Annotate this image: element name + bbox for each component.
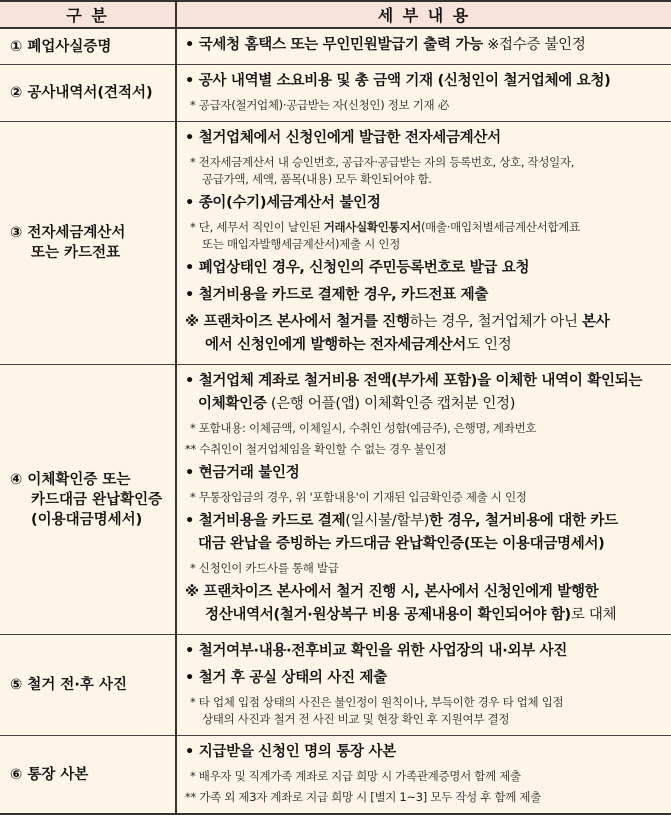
text-line: [185, 334, 665, 357]
details-cell: [176, 736, 671, 815]
note-item: [185, 420, 665, 437]
text-line: [185, 192, 665, 215]
text-line: [190, 711, 665, 728]
text-line: [190, 171, 665, 188]
category-label-line: ⑥ 통장 사본: [10, 766, 89, 783]
category-label-line: ② 공사내역서(견적서): [10, 85, 153, 101]
bold-text: • 국세청 홈택스 또는 무인민원발급기 출력 가능: [185, 37, 483, 53]
category-cell: [0, 365, 176, 635]
bold-text: 대금 완납을 증빙하는 카드대금 완납확인증(또는 이용대금명세서): [198, 536, 605, 552]
text-line: [185, 127, 665, 150]
details-cell: [176, 122, 671, 365]
text-line: [185, 462, 665, 485]
note-item: [185, 97, 665, 114]
text: (은행 어플(앱) 이체확인증 캡처분 인정): [266, 396, 516, 412]
note-item: [185, 560, 665, 577]
bold-text: • 철거업체 계좌로 철거비용 전액(부가세 포함)을 이체한 내역이 확인되는: [185, 373, 643, 389]
text-line: [185, 441, 665, 458]
text-line: [185, 533, 665, 556]
reference-note: [185, 581, 665, 627]
details-cell: [176, 28, 671, 65]
text-line: [185, 34, 665, 57]
bullet-item: [185, 34, 665, 57]
text-line: [185, 70, 665, 93]
text-line: [190, 489, 665, 506]
table-row: [0, 736, 671, 815]
note-item: [185, 789, 665, 806]
bullet-item: [185, 127, 665, 150]
category-label: [0, 675, 175, 695]
bullet-item: [185, 370, 665, 416]
category-label: [0, 223, 175, 263]
category-cell: [0, 122, 176, 365]
category-cell: [0, 736, 176, 815]
text: * 전자세금계산서 내 승인번호, 공급자·공급받는 자의 등록번호, 상호, 작성일자,: [190, 155, 575, 169]
header-category: 구 분: [0, 1, 176, 28]
text: * 신청인이 카드사를 통해 발급: [190, 561, 339, 575]
text-line: [185, 393, 665, 416]
text-line: [185, 640, 665, 663]
text-line: [190, 236, 665, 253]
text-line: [190, 768, 665, 785]
category-label-line: ⑤ 철거 전·후 사진: [10, 677, 127, 693]
category-label: [0, 765, 175, 785]
text-line: [185, 284, 665, 307]
bold-text: 이체확인증: [198, 396, 267, 412]
bold-text: • 철거 후 공실 상태의 사진 제출: [185, 670, 387, 686]
category-label: [0, 37, 175, 57]
bullet-item: [185, 257, 665, 280]
text-line: [190, 560, 665, 577]
text: * 타 업체 입점 상태의 사진은 불인정이 원칙이나, 부득이한 경우 타 업체 입점: [190, 695, 564, 709]
text: ** 가족 외 제3자 계좌로 지급 희망 시 [별지 1~3] 모두 작성 후 함께 제출: [185, 790, 542, 804]
category-label-line: (이용대금명세서): [31, 511, 143, 528]
text-line: [190, 154, 665, 171]
category-label: [0, 470, 175, 530]
text-line: [190, 219, 665, 236]
bold-text: • 공사 내역별 소요비용 및 총 금액 기재: [185, 73, 438, 89]
category-label-line: ③ 전자세금계산서: [10, 225, 126, 241]
table-row: [0, 28, 671, 65]
category-label-line: ④ 이체확인증 또는: [10, 471, 131, 488]
text-line: [185, 581, 665, 604]
bold-text: 거래사실확인통지서: [323, 220, 421, 234]
table-row: [0, 122, 671, 365]
bold-text: • 철거여부·내용·전후비교 확인을 위한 사업장의 내·외부 사진: [185, 643, 568, 659]
text-line: [190, 420, 665, 437]
text: (매출·매입처별세금계산서합계표: [420, 220, 580, 234]
bold-text: • 철거비용을 카드로 결제한 경우, 카드전표 제출: [185, 287, 489, 303]
text: 로 대체: [570, 607, 617, 623]
text-line: [185, 789, 665, 806]
header-row: [0, 1, 671, 28]
reference-note: [185, 311, 665, 357]
category-label-line: ① 폐업사실증명: [10, 38, 112, 55]
text-line: [185, 510, 665, 533]
text: 하는 경우, 철거업체가 아닌: [409, 314, 583, 330]
bold-text: • 지급받을 신청인 명의 통장 사본: [185, 744, 396, 760]
table-row: [0, 365, 671, 635]
bullet-item: [185, 510, 665, 556]
text: * 무통장입금의 경우, 위 '포함내용'이 기재된 입금확인증 제출 시 인정: [190, 490, 527, 504]
note-item: [185, 219, 665, 253]
bold-text: 에서 신청인에게 발행하는 전자세금계산서: [205, 337, 466, 353]
text-line: [185, 257, 665, 280]
note-item: [185, 694, 665, 728]
category-cell: [0, 28, 176, 65]
bullet-item: [185, 192, 665, 215]
text: 상태의 사진과 철거 전 사진 비교 및 현장 확인 후 지원여부 결정: [202, 712, 510, 726]
text: * 배우자 및 직계가족 계좌로 지급 희망 시 가족관계증명서 함께 제출: [190, 769, 521, 783]
text-line: [185, 604, 665, 627]
category-cell: [0, 65, 176, 122]
text-line: [190, 694, 665, 711]
header-details: 세 부 내 용: [176, 1, 671, 28]
bullet-item: [185, 462, 665, 485]
text: * 포함내용: 이체금액, 이체일시, 수취인 성함(예금주), 은행명, 계좌번호: [190, 421, 537, 435]
text: * 공급자(철거업체)·공급받는 자(신청인) 정보 기재 必: [190, 98, 449, 112]
note-item: [185, 441, 665, 458]
text: * 단, 세무서 직인이 날인된: [190, 220, 324, 234]
bullet-item: [185, 70, 665, 93]
category-label-line: 또는 카드전표: [31, 245, 121, 261]
details-cell: [176, 635, 671, 736]
category-cell: [0, 635, 176, 736]
bold-text: • 철거업체에서 신청인에게 발급한 전자세금계산서: [185, 130, 501, 146]
note-item: [185, 154, 665, 188]
bold-text: • 철거비용을 카드로 결제: [185, 513, 346, 529]
bold-text: • 현금거래 불인정: [185, 465, 300, 481]
text: 도 인정: [465, 337, 512, 353]
bullet-item: [185, 667, 665, 690]
bold-text: 한 경우, 철거비용에 대한 카드: [429, 513, 618, 529]
bold-text: • 종이(수기)세금계산서 불인정: [185, 195, 381, 211]
bold-text: 정산내역서: [205, 607, 274, 623]
bold-text: 본사: [582, 314, 610, 330]
table-row: [0, 635, 671, 736]
text-line: [190, 97, 665, 114]
text-line: [185, 311, 665, 334]
text: ※접수증 불인정: [482, 37, 586, 53]
bullet-item: [185, 640, 665, 663]
note-item: [185, 489, 665, 506]
category-label-line: 카드대금 완납확인증: [31, 491, 163, 508]
text-line: [185, 370, 665, 393]
bullet-item: [185, 284, 665, 307]
text: 공급가액, 세액, 품목(내용) 모두 확인되어야 함.: [202, 172, 432, 186]
category-label: [0, 83, 175, 103]
bold-text: (철거·원상복구 비용 공제내용이 확인되어야 함): [273, 607, 571, 623]
bold-text: ※ 프랜차이즈 본사에서 철거 진행 시, 본사에서 신청인에게 발행한: [185, 584, 599, 600]
note-item: [185, 768, 665, 785]
text: (일시불/할부): [345, 513, 430, 529]
bold-text: ※ 프랜차이즈 본사에서 철거를 진행: [185, 314, 410, 330]
text: ** 수취인이 철거업체임을 확인할 수 없는 경우 불인정: [185, 442, 447, 456]
details-cell: [176, 65, 671, 122]
table-row: [0, 65, 671, 122]
bold-text: • 폐업상태인 경우, 신청인의 주민등록번호로 발급 요청: [185, 260, 530, 276]
text: 또는 매입자발행세금계산서)제출 시 인정: [202, 237, 401, 251]
details-cell: [176, 365, 671, 635]
text-line: [185, 667, 665, 690]
bold-text: (신청인이 철거업체에 요청): [437, 73, 611, 89]
